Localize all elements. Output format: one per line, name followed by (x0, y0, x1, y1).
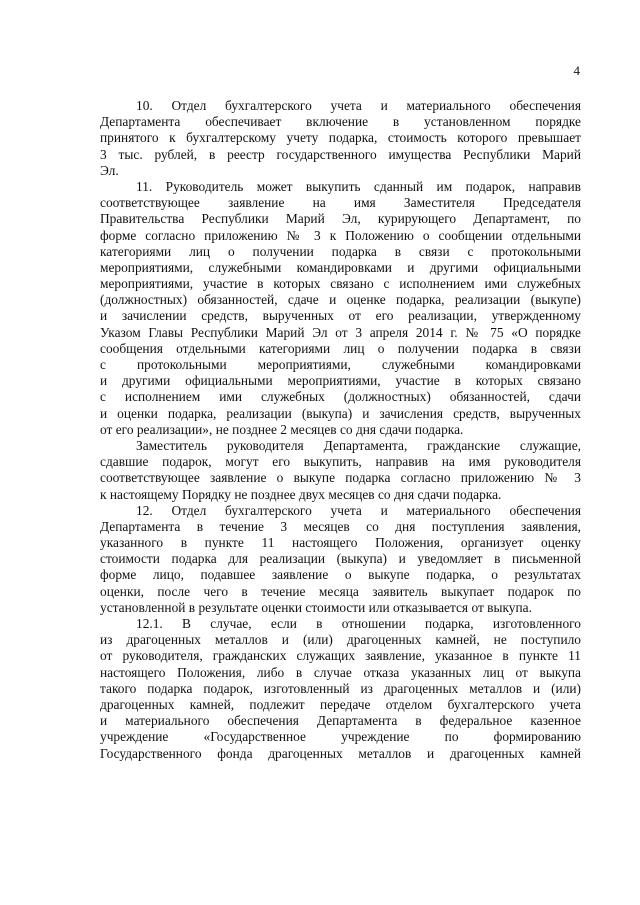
text-line: указанного в пункте 11 настоящего Положения, организует оценку (100, 535, 581, 551)
document-body (100, 98, 581, 762)
text-line: 12. Отдел бухгалтерского учета и материального обеспечения (136, 502, 581, 518)
text-line: категориями лиц о получении подарка в связи с протокольными (100, 243, 581, 259)
text-line: и материального обеспечения Департамента в федеральное казенное (100, 713, 581, 729)
text-line: учреждение «Государственное учреждение по формированию (100, 729, 581, 745)
text-line: настоящего Положения, либо в случае отказа указанных лиц от выкупа (100, 664, 581, 680)
text-line: Заместитель руководителя Департамента, гражданские служащие, (136, 437, 581, 453)
text-line: Департамента в течение 3 месяцев со дня поступления заявления, (100, 518, 581, 534)
text-line: 10. Отдел бухгалтерского учета и материального обеспечения (136, 98, 581, 113)
text-line: Эл. (100, 162, 119, 178)
text-line: от его реализации», не позднее 2 месяцев со дня сдачи подарка. (100, 421, 464, 437)
text-line: из драгоценных металлов и (или) драгоценных камней, не поступило (100, 632, 581, 648)
text-line: драгоценных камней, подлежит передаче отделом бухгалтерского учета (100, 696, 581, 712)
text-line: и оценки подарка, реализации (выкупа) и зачисления средств, вырученных (100, 405, 581, 421)
text-line: с протокольными мероприятиями, служебными командировками (100, 357, 581, 372)
text-line: к настоящему Порядку не позднее двух месяцев со дня сдачи подарка. (100, 486, 502, 502)
text-line: от руководителя, гражданских служащих заявление, указанное в пункте 11 (100, 648, 581, 664)
text-line: мероприятиями, участие в которых связано с исполнением ими служебных (100, 276, 581, 292)
text-line: 3 тыс. рублей, в реестр государственного имущества Республики Марий (100, 146, 581, 162)
text-line: Государственного фонда драгоценных металлов и драгоценных камней (100, 745, 581, 761)
text-line: мероприятиями, служебными командировками и другими официальными (100, 259, 581, 275)
text-line: установленной в результате оценки стоимости или отказывается от выкупа. (100, 599, 532, 615)
text-line: соответствующее заявление о выкупе подарка согласно приложению № 3 (100, 470, 581, 486)
text-line: (должностных) обязанностей, сдаче и оценке подарка, реализации (выкупе) (100, 292, 581, 308)
text-line: и другими официальными мероприятиями, участие в которых связано (100, 373, 581, 389)
text-line: форме согласно приложению № 3 к Положению о сообщении отдельными (100, 227, 581, 243)
text-line: такого подарка подарок, изготовленный из драгоценных металлов и (или) (100, 680, 581, 696)
text-line: принятого к бухгалтерскому учету подарка, стоимость которого превышает (100, 130, 581, 146)
text-line: оценки, после чего в течение месяца заявитель выкупает подарок по (100, 583, 581, 599)
text-line: стоимости подарка для реализации (выкупа) и уведомляет в письменной (100, 551, 581, 567)
text-line: Правительства Республики Марий Эл, курирующего Департамент, по (100, 211, 581, 227)
text-line: и зачислении средств, вырученных от его реализации, утвержденному (100, 308, 581, 324)
page-number: 4 (573, 63, 580, 78)
text-line: с исполнением ими служебных (должностных) обязанностей, сдачи (100, 389, 581, 405)
text-line: Указом Главы Республики Марий Эл от 3 апреля 2014 г. № 75 «О порядке (100, 324, 581, 340)
text-line: сообщения отдельными категориями лиц о получении подарка в связи (100, 340, 581, 356)
text-line: форме лицо, подавшее заявление о выкупе подарка, о результатах (100, 567, 581, 583)
text-line: Департамента обеспечивает включение в установленном порядке (100, 114, 581, 130)
text-line: сдавшие подарок, могут его выкупить, направив на имя руководителя (100, 454, 581, 470)
text-line: соответствующее заявление на имя Заместителя Председателя (100, 195, 581, 211)
text-line: 12.1. В случае, если в отношении подарка, изготовленного (136, 616, 581, 631)
text-line: 11. Руководитель может выкупить сданный им подарок, направив (136, 178, 581, 194)
